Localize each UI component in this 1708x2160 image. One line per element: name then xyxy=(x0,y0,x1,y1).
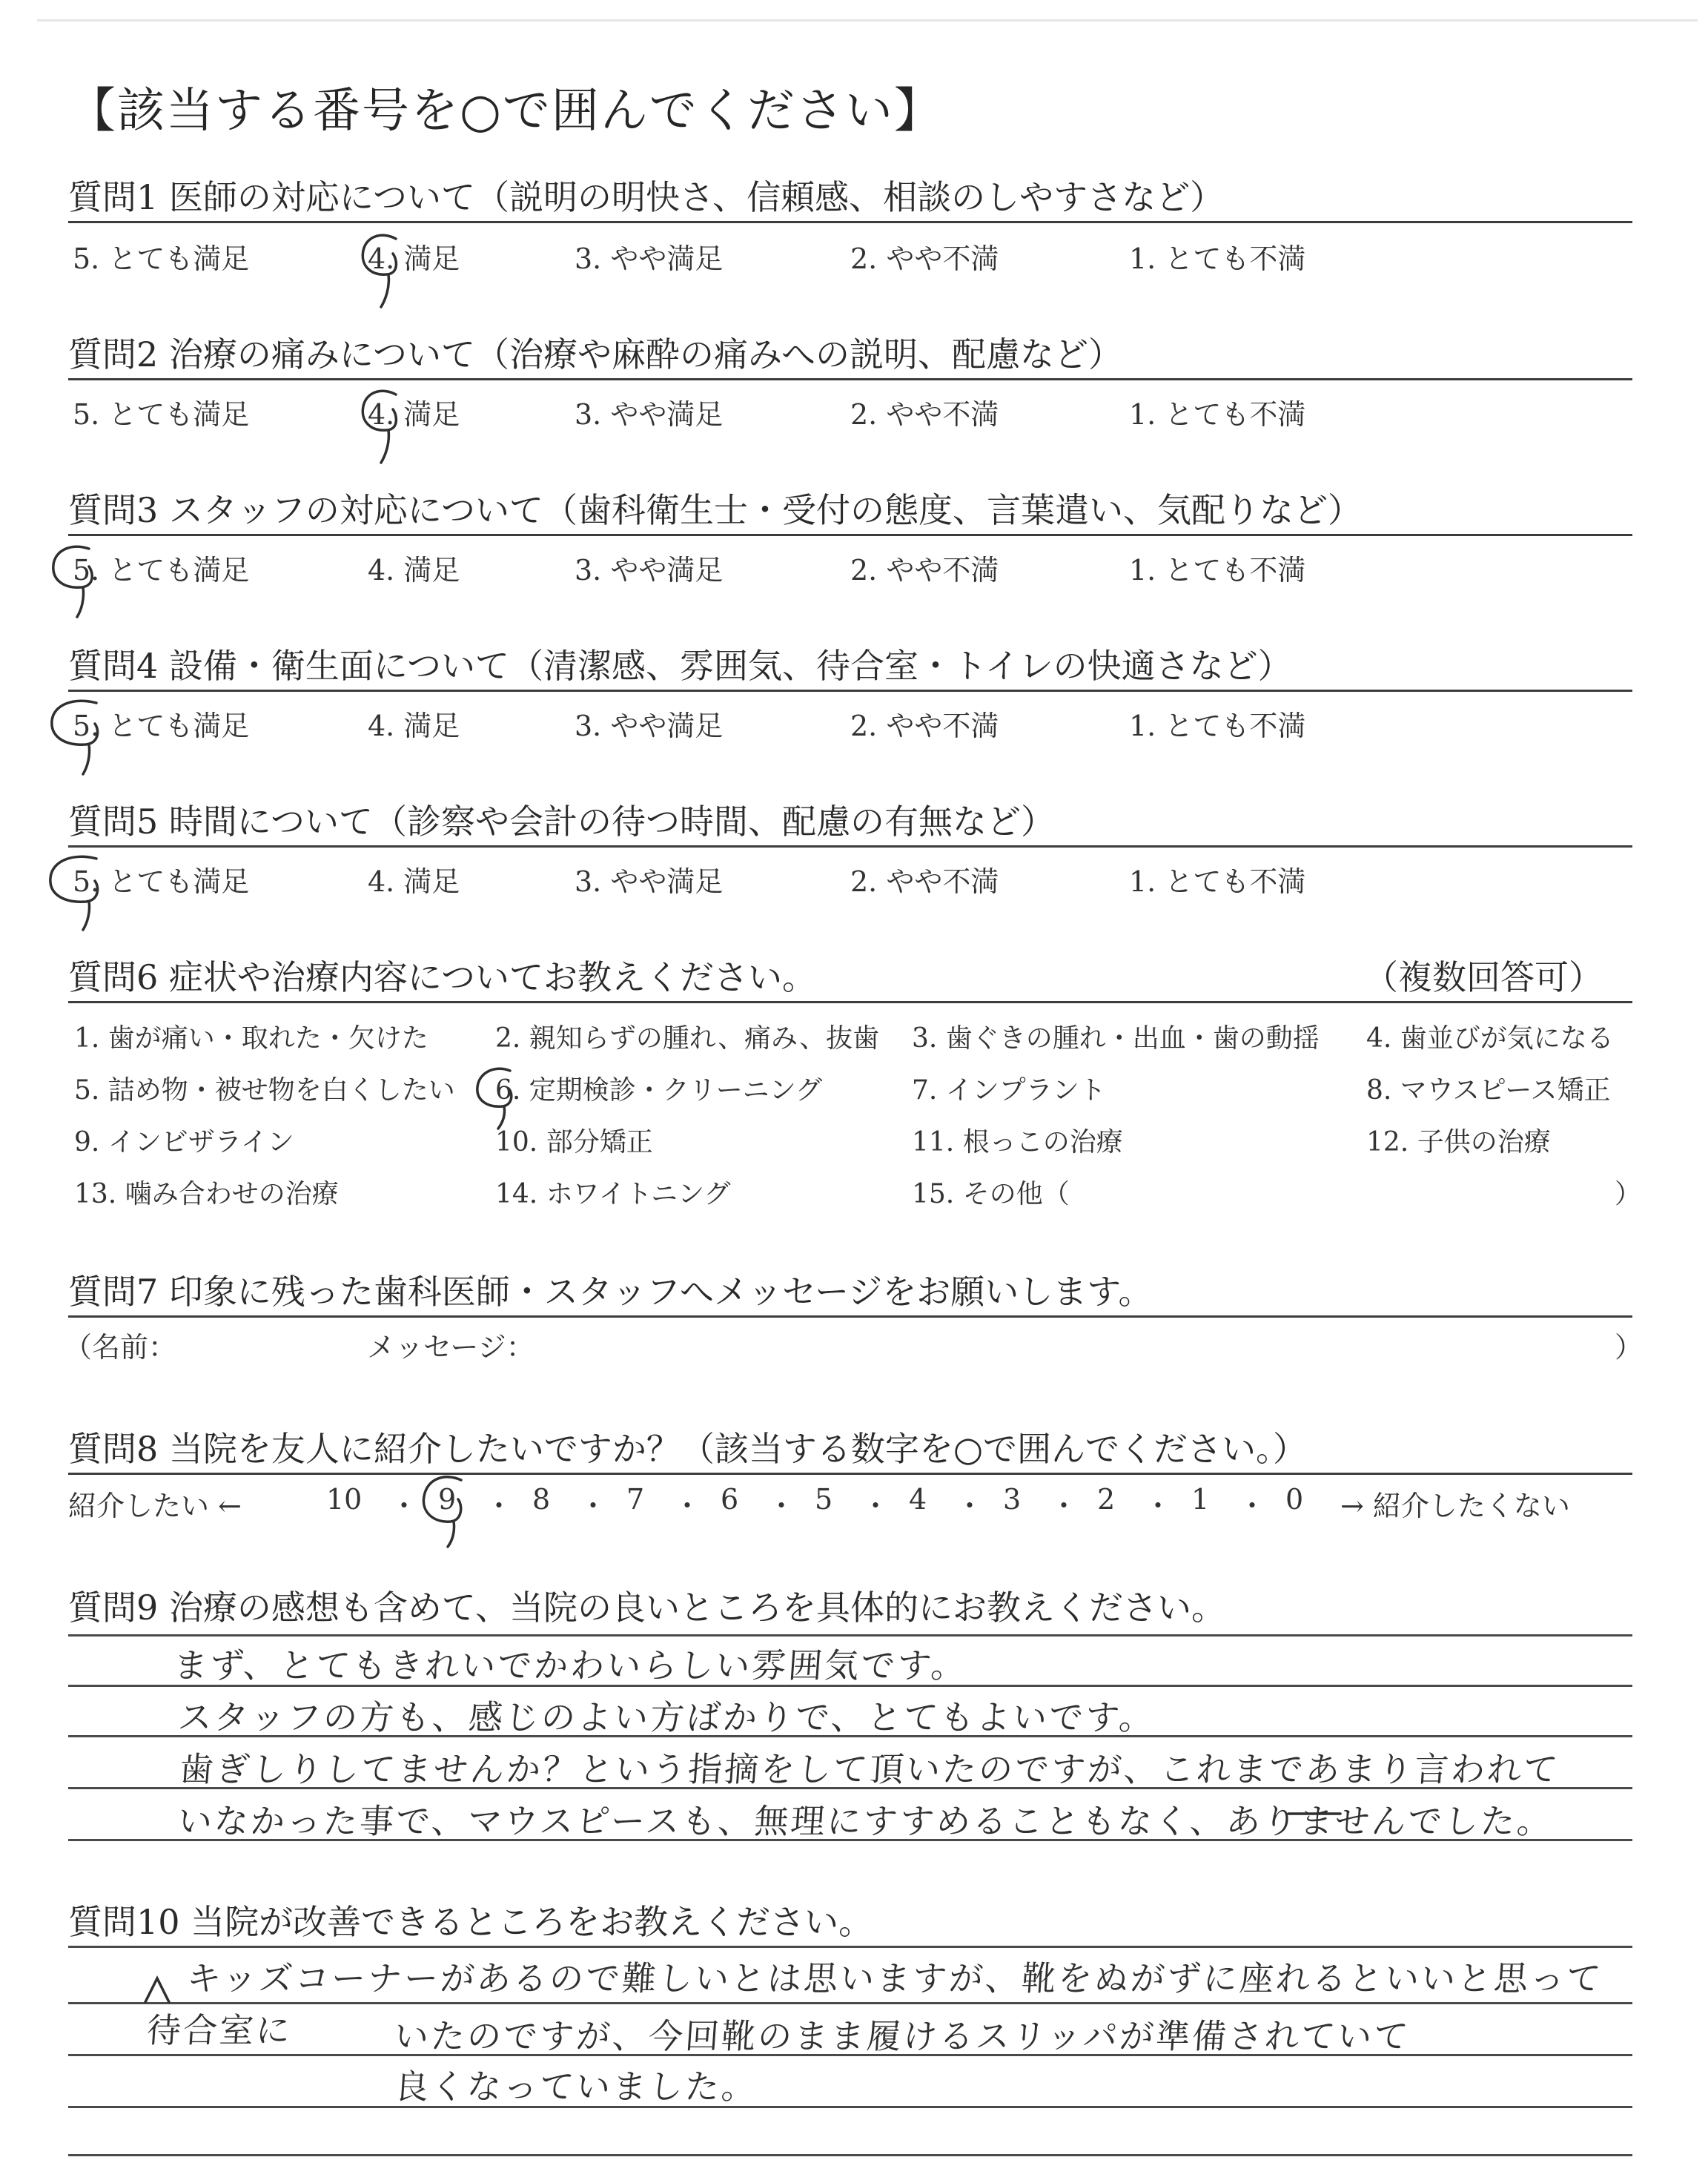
question-6-note: （複数回答可） xyxy=(1364,957,1603,997)
q4-option-4[interactable]: 4. 満足 xyxy=(368,710,460,742)
scale-separator: ・ xyxy=(1238,1490,1267,1522)
symptom-10[interactable]: 10. 部分矯正 xyxy=(495,1127,653,1157)
symptom-15-close-paren: ） xyxy=(1615,1179,1642,1209)
symptom-15[interactable]: 15. その他（ xyxy=(912,1179,1070,1209)
symptom-2[interactable]: 2. 親知らずの腫れ、痛み、抜歯 xyxy=(495,1023,880,1054)
q2-option-1[interactable]: 1. とても不満 xyxy=(1129,398,1306,431)
q4-option-5[interactable]: 5. とても満足 xyxy=(73,710,250,742)
q10-answer-line-1: キッズコーナーがあるので難しいとは思いますが、靴をぬがずに座れるといいと思って xyxy=(185,1958,1605,1998)
question-5-title: 質問5 時間について（診察や会計の待つ時間、配慮の有無など） xyxy=(68,802,1055,842)
q10-answer-line-3: 良くなっていました。 xyxy=(393,2067,759,2107)
question-2-rule xyxy=(68,378,1632,380)
question-4-title: 質問4 設備・衛生面について（清潔感、雰囲気、待合室・トイレの快適さなど） xyxy=(68,646,1292,686)
q4-option-1[interactable]: 1. とても不満 xyxy=(1129,710,1306,742)
insertion-caret-icon xyxy=(145,1978,169,2002)
symptom-7[interactable]: 7. インプラント xyxy=(912,1075,1106,1106)
q7-name-label: （名前： xyxy=(64,1331,177,1364)
q5-option-1[interactable]: 1. とても不満 xyxy=(1129,865,1306,898)
scale-separator: ・ xyxy=(1144,1490,1173,1522)
symptom-1[interactable]: 1. 歯が痛い・取れた・欠けた xyxy=(74,1023,428,1054)
question-8-title: 質問8 当院を友人に紹介したいですか？（該当する数字を○で囲んでください。） xyxy=(68,1429,1308,1469)
q1-option-5[interactable]: 5. とても満足 xyxy=(73,242,250,275)
q1-option-4[interactable]: 4. 満足 xyxy=(368,242,460,275)
scale-separator: ・ xyxy=(1050,1490,1079,1522)
scale-number-6[interactable]: 6 xyxy=(721,1483,739,1516)
q5-option-3[interactable]: 3. やや満足 xyxy=(575,865,724,898)
symptom-12[interactable]: 12. 子供の治療 xyxy=(1366,1127,1551,1157)
q9-answer-line-4: いなかった事で、マウスピースも、無理にすすめることもなく、ありませんでした。 xyxy=(176,1801,1555,1841)
answer-line xyxy=(68,2002,1632,2004)
scale-number-1[interactable]: 1 xyxy=(1191,1483,1210,1516)
q5-option-2[interactable]: 2. やや不満 xyxy=(850,865,999,898)
question-6-title: 質問6 症状や治療内容についてお教えください。 xyxy=(68,957,816,997)
scale-number-0[interactable]: 0 xyxy=(1285,1483,1304,1516)
scale-left-label: 紹介したい ← xyxy=(68,1490,242,1522)
scale-separator: ・ xyxy=(673,1490,702,1522)
q9-answer-line-2: スタッフの方も、感じのよい方ばかりで、とてもよいです。 xyxy=(176,1697,1157,1737)
question-4-rule xyxy=(68,690,1632,692)
scale-number-10[interactable]: 10 xyxy=(326,1483,363,1516)
q5-option-5[interactable]: 5. とても満足 xyxy=(73,865,250,898)
q3-option-1[interactable]: 1. とても不満 xyxy=(1129,554,1306,587)
question-9-title: 質問9 治療の感想も含めて、当院の良いところを具体的にお教えください。 xyxy=(68,1588,1225,1628)
question-8-rule xyxy=(68,1473,1632,1475)
q7-message-label: メッセージ： xyxy=(367,1331,534,1364)
scale-separator: ・ xyxy=(579,1490,608,1522)
scale-number-2[interactable]: 2 xyxy=(1097,1483,1116,1516)
question-1-rule xyxy=(68,221,1632,223)
q1-option-1[interactable]: 1. とても不満 xyxy=(1129,242,1306,275)
q9-answer-line-3: 歯ぎしりしてませんか？という指摘をして頂いたのですが、これまであまり言われて xyxy=(178,1749,1561,1789)
question-10-title: 質問10 当院が改善できるところをお教えください。 xyxy=(68,1902,873,1942)
answer-line xyxy=(68,1946,1632,1948)
q7-close-paren: ） xyxy=(1615,1331,1644,1364)
q5-option-4[interactable]: 4. 満足 xyxy=(368,865,460,898)
instruction-heading: 【該当する番号を○で囲んでください】 xyxy=(68,84,943,139)
scale-separator: ・ xyxy=(956,1490,984,1522)
symptom-14[interactable]: 14. ホワイトニング xyxy=(495,1179,731,1209)
scale-number-4[interactable]: 4 xyxy=(909,1483,927,1516)
scale-number-9[interactable]: 9 xyxy=(438,1483,457,1516)
q9-answer-line-1: まず、とてもきれいでかわいらしい雰囲気です。 xyxy=(172,1645,969,1685)
scale-number-8[interactable]: 8 xyxy=(532,1483,551,1516)
q10-answer-line-2: いたのですが、今回靴のまま履けるスリッパが準備されていて xyxy=(393,2016,1412,2056)
scale-separator: ・ xyxy=(861,1490,890,1522)
question-7-rule xyxy=(68,1315,1632,1318)
symptom-8[interactable]: 8. マウスピース矯正 xyxy=(1366,1075,1611,1106)
q3-option-5[interactable]: 5. とても満足 xyxy=(73,554,250,587)
symptom-11[interactable]: 11. 根っこの治療 xyxy=(912,1127,1123,1157)
q2-option-5[interactable]: 5. とても満足 xyxy=(73,398,250,431)
scale-right-label: → 紹介したくない xyxy=(1340,1490,1570,1522)
answer-line xyxy=(68,2154,1632,2156)
question-5-rule xyxy=(68,845,1632,848)
scale-number-3[interactable]: 3 xyxy=(1003,1483,1022,1516)
q3-option-4[interactable]: 4. 満足 xyxy=(368,554,460,587)
symptom-3[interactable]: 3. 歯ぐきの腫れ・出血・歯の動揺 xyxy=(912,1023,1320,1054)
q3-option-2[interactable]: 2. やや不満 xyxy=(850,554,999,587)
scale-separator: ・ xyxy=(767,1490,796,1522)
question-3-rule xyxy=(68,534,1632,536)
q2-option-2[interactable]: 2. やや不満 xyxy=(850,398,999,431)
page-top-edge xyxy=(37,19,1698,22)
question-3-title: 質問3 スタッフの対応について（歯科衛生士・受付の態度、言葉遣い、気配りなど） xyxy=(68,490,1362,530)
q10-insert-note: 待合室に xyxy=(145,2010,294,2050)
q2-option-3[interactable]: 3. やや満足 xyxy=(575,398,724,431)
scale-separator: ・ xyxy=(485,1490,514,1522)
q3-option-3[interactable]: 3. やや満足 xyxy=(575,554,724,587)
question-6-rule xyxy=(68,1001,1632,1003)
answer-line xyxy=(68,1634,1632,1636)
question-7-title: 質問7 印象に残った歯科医師・スタッフへメッセージをお願いします。 xyxy=(68,1272,1153,1312)
scale-separator: ・ xyxy=(390,1490,419,1522)
question-2-title: 質問2 治療の痛みについて（治療や麻酔の痛みへの説明、配慮など） xyxy=(68,334,1123,374)
q1-option-2[interactable]: 2. やや不満 xyxy=(850,242,999,275)
q1-option-3[interactable]: 3. やや満足 xyxy=(575,242,724,275)
q4-option-3[interactable]: 3. やや満足 xyxy=(575,710,724,742)
symptom-4[interactable]: 4. 歯並びが気になる xyxy=(1366,1023,1614,1054)
answer-line xyxy=(68,2106,1632,2108)
question-1-title: 質問1 医師の対応について（説明の明快さ、信頼感、相談のしやすさなど） xyxy=(68,177,1225,217)
symptom-9[interactable]: 9. インビザライン xyxy=(74,1127,294,1157)
q4-option-2[interactable]: 2. やや不満 xyxy=(850,710,999,742)
q2-option-4[interactable]: 4. 満足 xyxy=(368,398,460,431)
scale-number-7[interactable]: 7 xyxy=(626,1483,645,1516)
symptom-5[interactable]: 5. 詰め物・被せ物を白くしたい xyxy=(74,1075,455,1106)
symptom-6[interactable]: 6. 定期検診・クリーニング xyxy=(495,1075,823,1106)
scale-number-5[interactable]: 5 xyxy=(815,1483,833,1516)
symptom-13[interactable]: 13. 噛み合わせの治療 xyxy=(74,1179,339,1209)
